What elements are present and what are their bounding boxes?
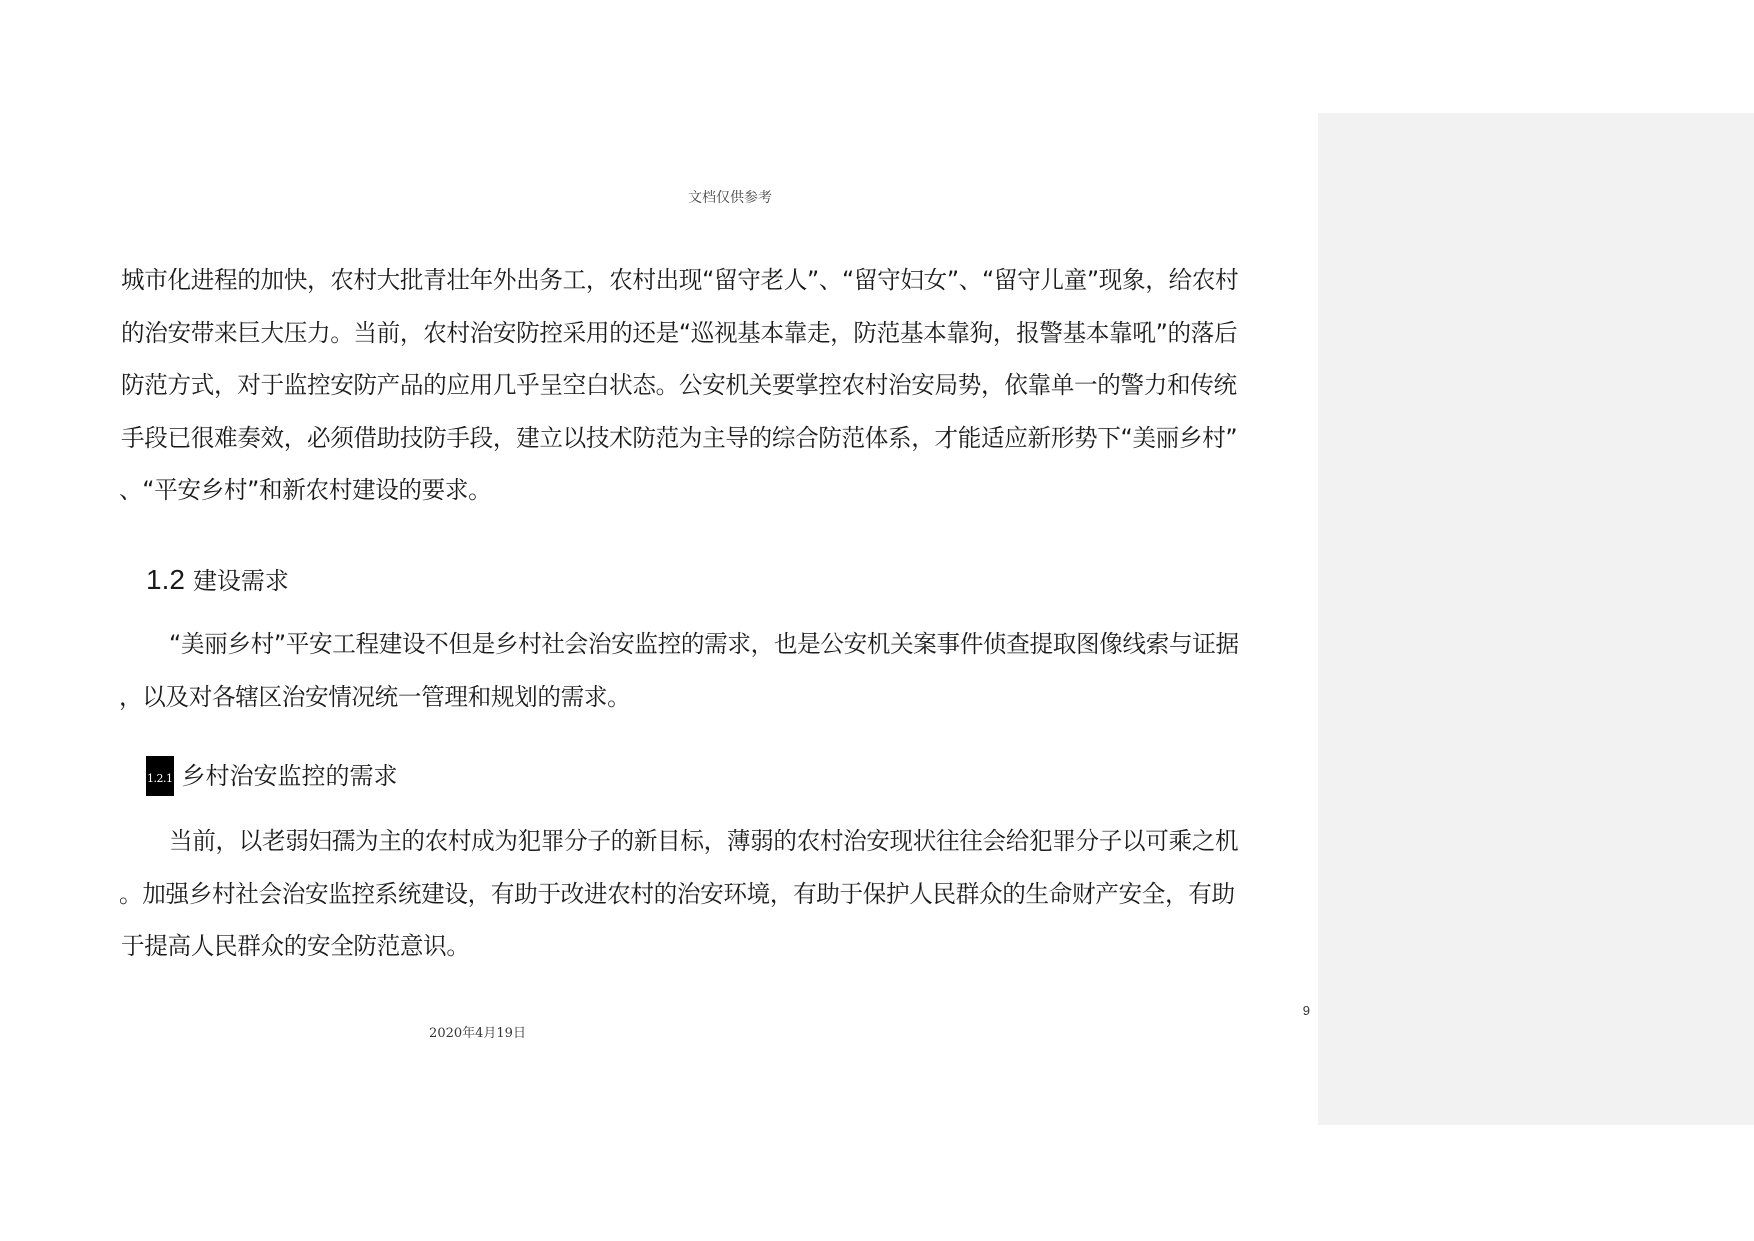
subsection-title: 乡村治安监控的需求 <box>181 762 398 790</box>
paragraph-line: 当前，以老弱妇孺为主的农村成为犯罪分子的新目标，薄弱的农村治安现状往往会给犯罪分子以可乘之机 <box>169 827 1239 855</box>
paragraph-intro <box>121 254 1317 517</box>
paragraph-requirements <box>121 618 1317 723</box>
paragraph-line: 城市化进程的加快，农村大批青壮年外出务工，农村出现“留守老人”、“留守妇女”、“留守儿童”现象，给农村 <box>121 266 1239 294</box>
paragraph-line: “美丽乡村”平安工程建设不但是乡村社会治安监控的需求，也是公安机关案事件侦查提取图像线索与证据 <box>169 630 1239 658</box>
paragraph-line: 的治安带来巨大压力。当前，农村治安防控采用的还是“巡视基本靠走，防范基本靠狗，报警基本靠吼”的落后 <box>121 318 1238 347</box>
paragraph-line: 于提高人民群众的安全防范意识。 <box>121 932 470 960</box>
section-heading-1-2 <box>146 558 289 602</box>
comment-pane <box>1318 113 1754 1125</box>
section-heading-1-2-1 <box>146 756 398 796</box>
paragraph-line: 手段已很难奏效，必须借助技防手段，建立以技术防范为主导的综合防范体系，才能适应新形势下“美丽乡村” <box>121 423 1238 452</box>
paragraph-village-security <box>121 815 1317 973</box>
section-title: 建设需求 <box>192 567 289 595</box>
subsection-number: 1.2.1 <box>146 756 174 796</box>
footer-date: 2020年4月19日 <box>429 1026 526 1041</box>
page-header: 文档仅供参考 <box>688 190 772 206</box>
paragraph-line: ，以及对各辖区治安情况统一管理和规划的需求。 <box>119 682 631 711</box>
page-number: 9 <box>1302 1003 1310 1018</box>
paragraph-line: 。加强乡村社会治安监控系统建设，有助于改进农村的治安环境，有助于保护人民群众的生命财产安全，有助 <box>119 879 1235 908</box>
paragraph-line: 、“平安乡村”和新农村建设的要求。 <box>119 476 492 504</box>
section-number: 1.2 <box>146 564 185 595</box>
paragraph-line: 防范方式，对于监控安防产品的应用几乎呈空白状态。公安机关要掌控农村治安局势，依靠单一的警力和传统 <box>121 371 1237 399</box>
